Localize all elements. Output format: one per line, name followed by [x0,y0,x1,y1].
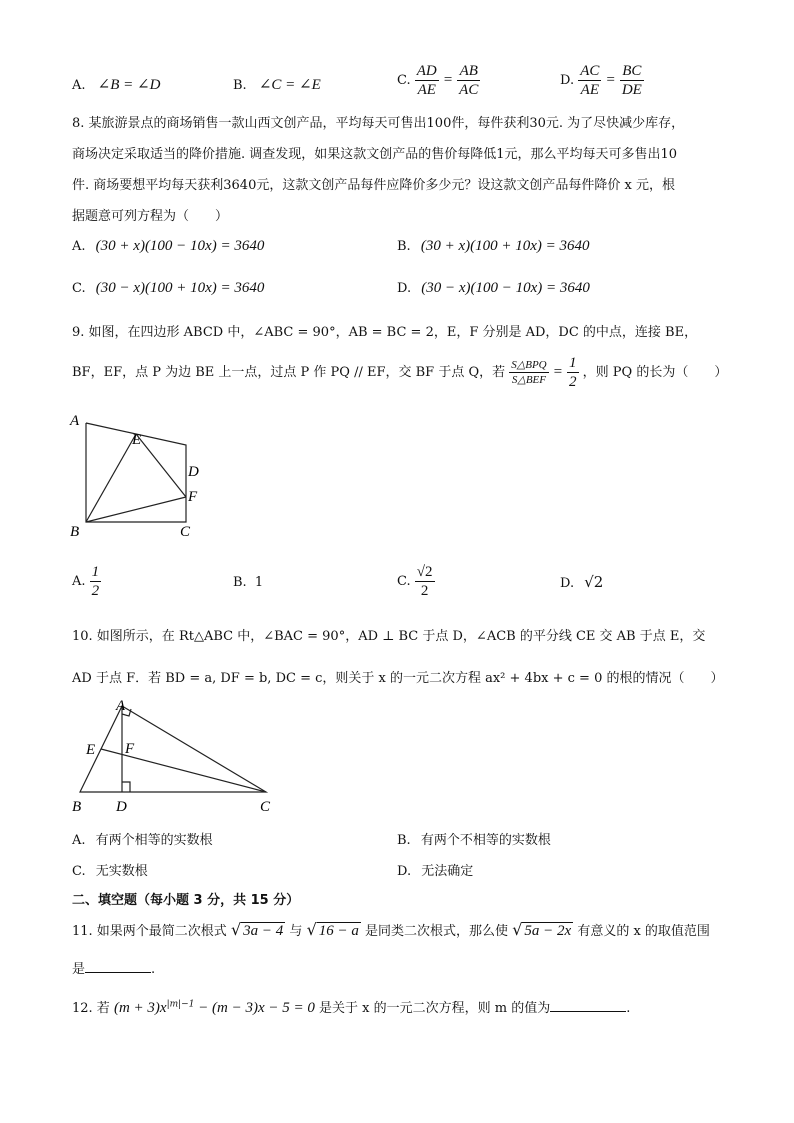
q10-option-a [72,829,213,848]
q8-option-b [397,238,590,255]
q11-end: . [151,962,156,977]
q7-option-b [233,75,321,94]
option-label: A. [72,833,86,848]
equals-sign: = [552,364,563,380]
q7-option-c: C. $\frac{AD}{AE}$ = $\frac{AB}{AC}$ [397,63,479,98]
q10-line-1: 10. 如图所示，在 Rt△ABC 中，∠BAC = 90°，AD ⊥ BC 于点 D，∠ACB 的平分线 CE 交 AB 于点 E，交 [72,629,706,644]
q10-option-c-text: 无实数根 [95,864,148,879]
radical-2: 16 − a [318,923,359,939]
option-label: D. [397,281,412,296]
option-label: B. [397,239,411,254]
radical-1: 3a − 4 [243,923,284,939]
label-c: C [180,524,191,540]
q12-line [72,997,630,1017]
option-label: B. [233,575,247,590]
q12-prefix: 12. 若 [72,1001,110,1016]
label-f: F [188,489,198,505]
q10-line-2: AD 于点 F．若 BD = a, DF = b, DC = c，则关于 x 的一元二次方程 ax² + 4bx + c = 0 的根的情况（ ） [72,671,724,686]
fraction: $\frac{1}{2}$ [91,564,100,599]
q11-line-2-text: 是 [72,962,86,977]
q10-option-d [397,860,473,879]
option-label: A. [72,78,86,93]
option-label: B. [233,78,247,93]
label-d: D [188,464,199,480]
q9-option-b-text: 1 [254,575,264,590]
option-label: D. [560,576,575,591]
q8-option-c [72,280,264,297]
area-ratio-fraction: $\frac{\text{S△BPQ}}{\text{S△BEF}}$ [511,359,547,386]
q12-expr: (m + 3)x [113,1000,167,1016]
q11-suffix: 有意义的 x 的取值范围 [577,924,710,939]
q12-expr-2: − (m − 3)x − 5 = 0 [194,1000,315,1016]
q8-option-b-text: (30 + x)(100 + 10x) = 3640 [420,238,590,254]
q7-option-b-text: ∠C = ∠E [258,77,321,93]
q10-option-b-text: 有两个不相等的实数根 [420,833,551,848]
q12-suffix: 是关于 x 的一元二次方程，则 m 的值为 [319,1001,551,1016]
q8-line-2: 商场决定采取适当的降价措施. 调查发现，如果这款文创产品的售价每降低1元，那么平均每天可多售出10 [72,147,678,162]
answer-blank[interactable] [550,1011,626,1012]
q8-option-a [72,238,264,255]
q9-line-2-text: BF，EF，点 P 为边 BE 上一点，过点 P 作 PQ // EF，交 BF 于点 Q，若 [72,365,506,380]
q9-option-b [233,575,263,590]
fraction: $\frac{√2}{2}$ [416,564,433,599]
segment-bf [86,497,186,522]
segment-be [86,434,136,522]
option-label: C. [72,281,86,296]
q8-option-d-text: (30 − x)(100 − 10x) = 3640 [421,280,590,296]
label-b: B [70,524,80,540]
q11-prefix: 11. 如果两个最简二次根式 [72,924,227,939]
q8-option-c-text: (30 − x)(100 + 10x) = 3640 [95,280,265,296]
q11-line-2 [72,958,155,977]
q8-option-d [397,280,590,297]
option-label: B. [397,833,411,848]
q7-option-d: D. $\frac{AC}{AE}$ = $\frac{BC}{DE}$ [560,63,642,98]
option-label: D. [560,73,575,88]
q9-option-d-text: √2 [584,573,604,591]
q9-line-2-end: ，则 PQ 的长为（ ） [582,365,728,380]
q9-option-c [397,563,435,600]
section-title: 二、填空题（每小题 3 分，共 15 分） [72,893,300,908]
q9-option-d [560,573,603,591]
q9-figure [68,408,208,543]
label-e: E [132,432,142,448]
q10-option-b [397,829,551,848]
q7-option-a [72,75,160,94]
q7-option-a-text: ∠B = ∠D [97,77,161,93]
q9-line-1: 9. 如图，在四边形 ABCD 中，∠ABC = 90°，AB = BC = 2，E，F 分别是 AD，DC 的中点，连接 BE， [72,325,698,340]
q8-line-1: 8. 某旅游景点的商场销售一款山西文创产品，平均每天可售出100件，每件获利30元. 为了尽快减少库存， [72,116,685,131]
label-a: A [116,698,126,714]
fraction: $\frac{BC}{DE}$ [621,63,642,98]
option-label: C. [72,864,86,879]
fraction: $\frac{AD}{AE}$ [416,63,437,98]
q10-option-d-text: 无法确定 [421,864,474,879]
option-label: D. [397,864,412,879]
label-a: A [70,413,80,429]
q11-mid: 与 [289,924,303,939]
label-c: C [260,799,271,815]
q11-mid-2: 是同类二次根式，那么使 [365,924,509,939]
label-d: D [116,799,127,815]
q9-option-a [72,563,101,600]
label-f: F [125,741,135,757]
right-angle-mark-d [122,782,130,792]
q9-line-2 [72,354,727,391]
option-label: C. [397,73,411,88]
triangle-abc [80,706,266,792]
q12-exponent: |m|−1 [166,999,195,1010]
q12-end: . [626,1001,631,1016]
option-label: A. [72,239,86,254]
label-b: B [72,799,82,815]
q8-option-a-text: (30 + x)(100 − 10x) = 3640 [95,238,265,254]
q10-figure [68,696,283,818]
half-fraction: $\frac{1}{2}$ [569,355,577,390]
radical-3: 5a − 2x [524,923,572,939]
fraction: $\frac{AB}{AC}$ [459,63,479,98]
q8-line-3: 件. 商场要想平均每天获利3640元，这款文创产品每件应降价多少元？设这款文创产品每件降价 x 元，根 [72,178,675,193]
q8-line-4: 据题意可列方程为（ ） [72,209,229,224]
q11-line-1: 11. 如果两个最简二次根式 √ 3a − 4 与 √ 16 − a 是同类二次根式，那么使 √ 5a − 2x 有意义的 x 的取值范围 [72,920,710,939]
label-e: E [86,742,96,758]
q10-option-a-text: 有两个相等的实数根 [95,833,213,848]
option-label: A. [72,574,86,589]
answer-blank[interactable] [85,972,151,973]
fraction: $\frac{AC}{AE}$ [580,63,600,98]
q10-option-c [72,860,148,879]
option-label: C. [397,574,411,589]
